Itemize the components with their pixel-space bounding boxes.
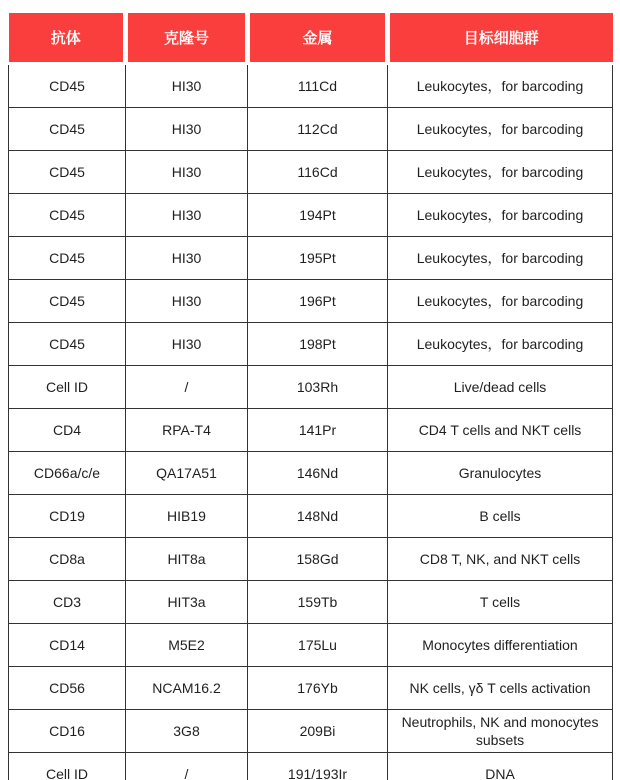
- cell-antibody: CD45: [9, 194, 126, 237]
- table-row: [9, 64, 613, 108]
- cell-antibody: CD45: [9, 323, 126, 366]
- cell-target: Monocytes differentiation: [388, 624, 613, 667]
- cell-target: Leukocytes，for barcoding: [388, 280, 613, 323]
- cell-target: NK cells, γδ T cells activation: [388, 667, 613, 710]
- cell-clone: HI30: [126, 64, 248, 108]
- cell-metal: 158Gd: [248, 538, 388, 581]
- cell-clone: HIT3a: [126, 581, 248, 624]
- cell-clone: HI30: [126, 323, 248, 366]
- table-row: [9, 323, 613, 366]
- antibody-panel-table: [8, 13, 613, 780]
- cell-clone: HIT8a: [126, 538, 248, 581]
- cell-metal: 209Bi: [248, 710, 388, 753]
- cell-metal: 175Lu: [248, 624, 388, 667]
- cell-antibody: CD56: [9, 667, 126, 710]
- cell-metal: 148Nd: [248, 495, 388, 538]
- cell-metal: 194Pt: [248, 194, 388, 237]
- cell-clone: /: [126, 366, 248, 409]
- table-row: [9, 624, 613, 667]
- cell-antibody: CD45: [9, 64, 126, 108]
- table-row: [9, 710, 613, 753]
- cell-metal: 141Pr: [248, 409, 388, 452]
- cell-metal: 196Pt: [248, 280, 388, 323]
- cell-target: Leukocytes，for barcoding: [388, 108, 613, 151]
- cell-target: Leukocytes，for barcoding: [388, 151, 613, 194]
- table-row: [9, 366, 613, 409]
- cell-metal: 146Nd: [248, 452, 388, 495]
- cell-clone: HIB19: [126, 495, 248, 538]
- table-row: [9, 237, 613, 280]
- cell-antibody: CD4: [9, 409, 126, 452]
- table-row: [9, 495, 613, 538]
- cell-target: Leukocytes，for barcoding: [388, 194, 613, 237]
- cell-target: CD8 T, NK, and NKT cells: [388, 538, 613, 581]
- cell-antibody: CD19: [9, 495, 126, 538]
- cell-clone: HI30: [126, 194, 248, 237]
- cell-antibody: Cell ID: [9, 753, 126, 780]
- table-row: [9, 538, 613, 581]
- cell-antibody: CD45: [9, 280, 126, 323]
- cell-clone: 3G8: [126, 710, 248, 753]
- cell-clone: HI30: [126, 151, 248, 194]
- cell-metal: 198Pt: [248, 323, 388, 366]
- cell-target: T cells: [388, 581, 613, 624]
- column-header-target: 目标细胞群: [388, 13, 613, 64]
- cell-metal: 195Pt: [248, 237, 388, 280]
- cell-clone: /: [126, 753, 248, 780]
- cell-target: Leukocytes，for barcoding: [388, 323, 613, 366]
- table-row: [9, 581, 613, 624]
- cell-antibody: CD14: [9, 624, 126, 667]
- column-header-antibody: 抗体: [9, 13, 126, 64]
- table-row: [9, 409, 613, 452]
- column-header-metal: 金属: [248, 13, 388, 64]
- cell-antibody: CD16: [9, 710, 126, 753]
- cell-metal: 103Rh: [248, 366, 388, 409]
- cell-target: Leukocytes，for barcoding: [388, 237, 613, 280]
- table-row: [9, 667, 613, 710]
- cell-antibody: Cell ID: [9, 366, 126, 409]
- cell-target: Leukocytes，for barcoding: [388, 64, 613, 108]
- cell-metal: 111Cd: [248, 64, 388, 108]
- header-row: [9, 13, 613, 64]
- cell-clone: M5E2: [126, 624, 248, 667]
- cell-metal: 191/193Ir: [248, 753, 388, 780]
- cell-target: DNA: [388, 753, 613, 780]
- cell-metal: 159Tb: [248, 581, 388, 624]
- table-body: [9, 64, 613, 780]
- cell-clone: HI30: [126, 280, 248, 323]
- cell-clone: RPA-T4: [126, 409, 248, 452]
- cell-target: Granulocytes: [388, 452, 613, 495]
- cell-metal: 176Yb: [248, 667, 388, 710]
- cell-target: Live/dead cells: [388, 366, 613, 409]
- table-row: [9, 108, 613, 151]
- column-header-clone: 克隆号: [126, 13, 248, 64]
- cell-antibody: CD3: [9, 581, 126, 624]
- cell-antibody: CD8a: [9, 538, 126, 581]
- cell-metal: 112Cd: [248, 108, 388, 151]
- cell-target: B cells: [388, 495, 613, 538]
- cell-clone: NCAM16.2: [126, 667, 248, 710]
- table-row: [9, 280, 613, 323]
- table-row: [9, 452, 613, 495]
- cell-target: CD4 T cells and NKT cells: [388, 409, 613, 452]
- cell-clone: HI30: [126, 237, 248, 280]
- cell-antibody: CD66a/c/e: [9, 452, 126, 495]
- cell-clone: QA17A51: [126, 452, 248, 495]
- cell-antibody: CD45: [9, 108, 126, 151]
- cell-clone: HI30: [126, 108, 248, 151]
- table-row: [9, 194, 613, 237]
- table-row: [9, 151, 613, 194]
- cell-metal: 116Cd: [248, 151, 388, 194]
- table-row: [9, 753, 613, 780]
- cell-antibody: CD45: [9, 237, 126, 280]
- cell-target: Neutrophils, NK and monocytes subsets: [388, 710, 613, 753]
- cell-antibody: CD45: [9, 151, 126, 194]
